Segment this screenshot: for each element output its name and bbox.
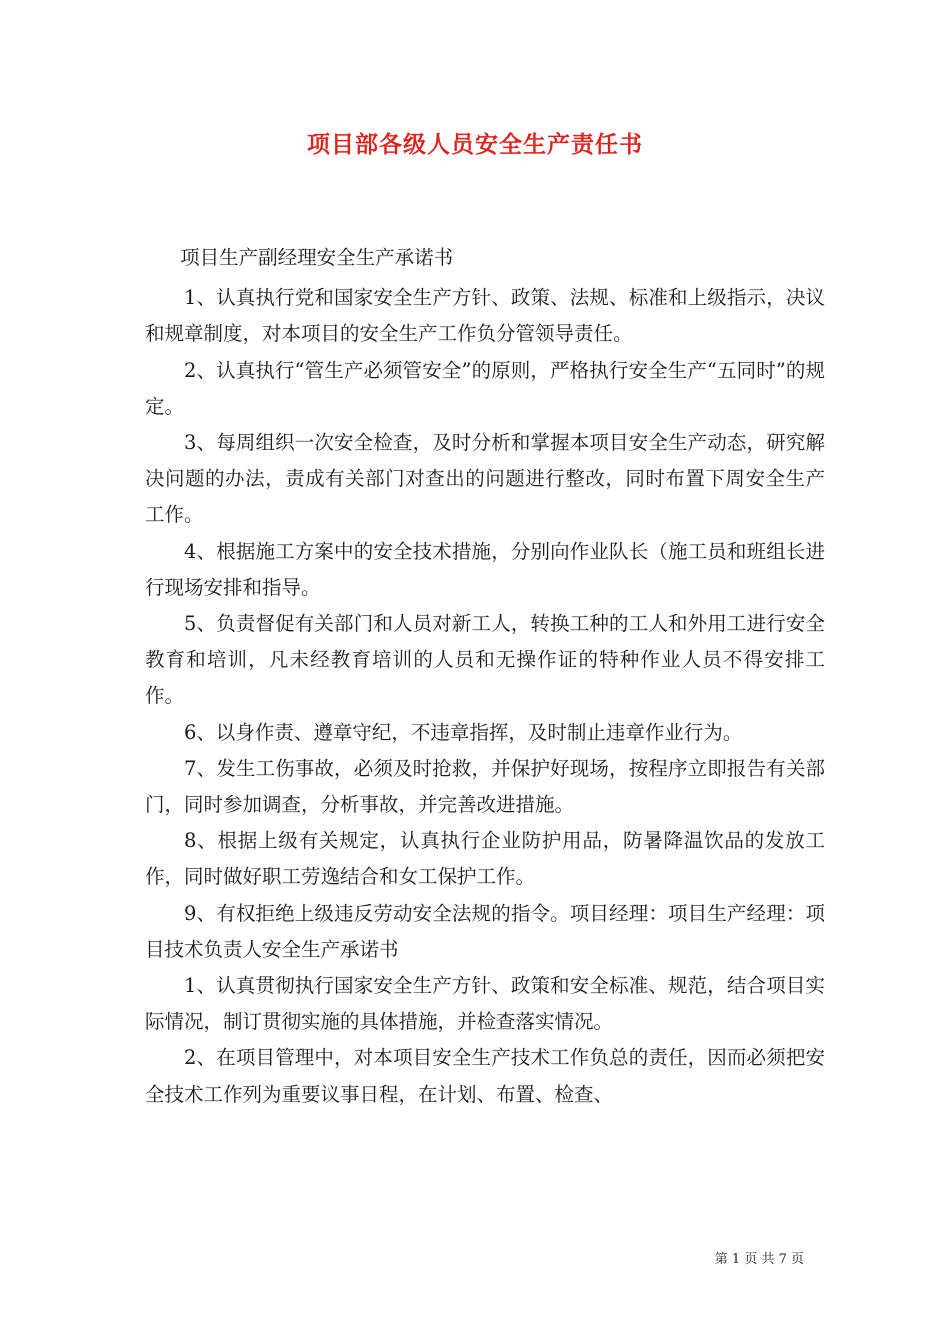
paragraph: 5、负责督促有关部门和人员对新工人，转换工种的工人和外用工进行安全教育和培训，凡未经教育培训的人员和无操作证的特种作业人员不得安排工作。 (145, 612, 825, 708)
paragraph: 1、认真贯彻执行国家安全生产方针、政策和安全标准、规范，结合项目实际情况，制订贯彻实施的具体措施，并检查落实情况。 (145, 974, 825, 1034)
paragraph: 3、每周组织一次安全检查，及时分析和掌握本项目安全生产动态，研究解决问题的办法，责成有关部门对查出的问题进行整改，同时布置下周安全生产工作。 (145, 431, 825, 527)
paragraph: 2、认真执行“管生产必须管安全”的原则，严格执行安全生产“五同时”的规定。 (145, 358, 825, 418)
document-title: 项目部各级人员安全生产责任书 (307, 131, 643, 158)
paragraph: 4、根据施工方案中的安全技术措施，分别向作业队长（施工员和班组长进行现场安排和指导。 (145, 539, 825, 599)
paragraph: 6、以身作责、遵章守纪，不违章指挥，及时制止违章作业行为。 (184, 720, 743, 744)
document-body (145, 240, 825, 1113)
page-number: 第 1 页 共 7 页 (714, 1252, 804, 1267)
paragraph: 9、有权拒绝上级违反劳动安全法规的指令。项目经理：项目生产经理：项目技术负责人安全生产承诺书 (145, 901, 825, 961)
paragraph: 7、发生工伤事故，必须及时抢救，并保护好现场，按程序立即报告有关部门，同时参加调查，分析事故，并完善改进措施。 (145, 756, 825, 817)
paragraph: 2、在项目管理中，对本项目安全生产技术工作负总的责任，因而必须把安全技术工作列为重要议事日程，在计划、布置、检查、 (145, 1046, 825, 1106)
section-heading: 项目生产副经理安全生产承诺书 (180, 246, 454, 269)
paragraph: 1、认真执行党和国家安全生产方针、政策、法规、标准和上级指示，决议和规章制度，对本项目的安全生产工作负分管领导责任。 (145, 286, 825, 346)
paragraph: 8、根据上级有关规定，认真执行企业防护用品，防暑降温饮品的发放工作，同时做好职工劳逸结合和女工保护工作。 (145, 829, 825, 889)
